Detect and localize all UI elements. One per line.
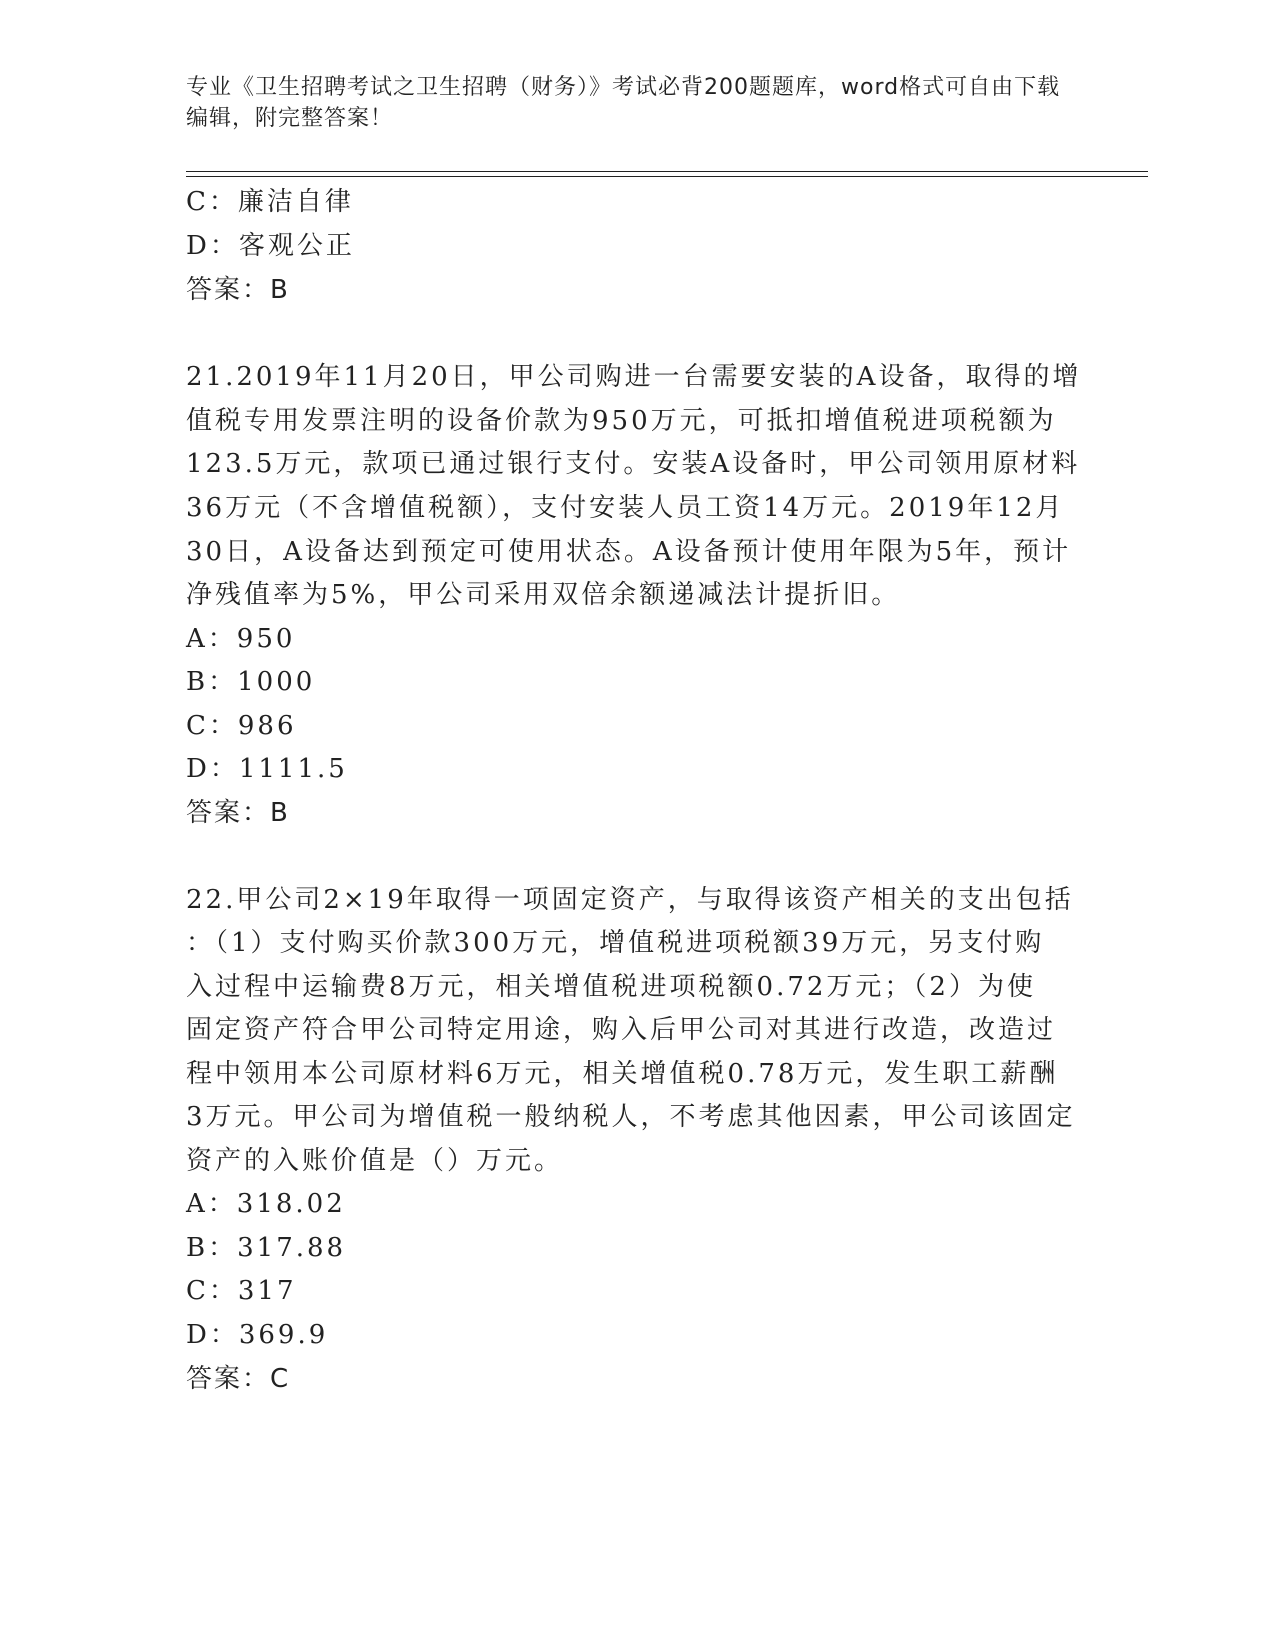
prev-option-c: C：廉洁自律 [186,187,354,217]
q22-option-c: C：317 [186,1276,297,1306]
q22-stem-line-3: 入过程中运输费8万元，相关增值税进项税额0.72万元；（2）为使 [186,972,1036,1002]
document-header: 专业《卫生招聘考试之卫生招聘（财务）》考试必背200题题库，word格式可自由下载编辑，附完整答案！ [186,75,1061,131]
prev-answer: 答案：B [186,275,290,305]
q21-stem-line-5: 30日，A设备达到预定可使用状态。A设备预计使用年限为5年，预计 [186,537,1072,567]
q22-option-d: D：369.9 [186,1320,329,1350]
q22-stem-line-6: 3万元。甲公司为增值税一般纳税人，不考虑其他因素，甲公司该固定 [186,1102,1076,1132]
q21-option-b: B：1000 [186,667,316,697]
q22-answer: 答案：C [186,1364,291,1394]
q21-option-a: A：950 [186,624,296,654]
q21-stem-line-4: 36万元（不含增值税额），支付安装人员工资14万元。2019年12月 [186,493,1065,523]
prev-option-d: D：客观公正 [186,231,355,261]
q22-stem-line-5: 程中领用本公司原材料6万元，相关增值税0.78万元，发生职工薪酬 [186,1059,1059,1089]
q22-stem-line-2: ：（1）支付购买价款300万元，增值税进项税额39万元，另支付购 [186,928,1045,958]
q21-stem-line-2: 值税专用发票注明的设备价款为950万元，可抵扣增值税进项税额为 [186,406,1057,436]
q21-option-d: D：1111.5 [186,754,348,784]
q22-stem-line-7: 资产的入账价值是（）万元。 [186,1146,564,1176]
header-rule-bottom [186,176,1148,177]
q22-option-a: A：318.02 [186,1189,346,1219]
q21-stem-line-6: 净残值率为5%，甲公司采用双倍余额递减法计提折旧。 [186,580,901,610]
q22-stem-line-4: 固定资产符合甲公司特定用途，购入后甲公司对其进行改造，改造过 [186,1015,1057,1045]
q21-stem-line-3: 123.5万元，款项已通过银行支付。安装A设备时，甲公司领用原材料 [186,449,1081,479]
q21-stem-line-1: 21.2019年11月20日，甲公司购进一台需要安装的A设备，取得的增 [186,362,1082,392]
q21-option-c: C：986 [186,711,297,741]
q22-stem-line-1: 22.甲公司2×19年取得一项固定资产，与取得该资产相关的支出包括 [186,885,1074,915]
q22-option-b: B：317.88 [186,1233,347,1263]
q21-answer: 答案：B [186,798,290,828]
header-rule-top [186,171,1148,172]
